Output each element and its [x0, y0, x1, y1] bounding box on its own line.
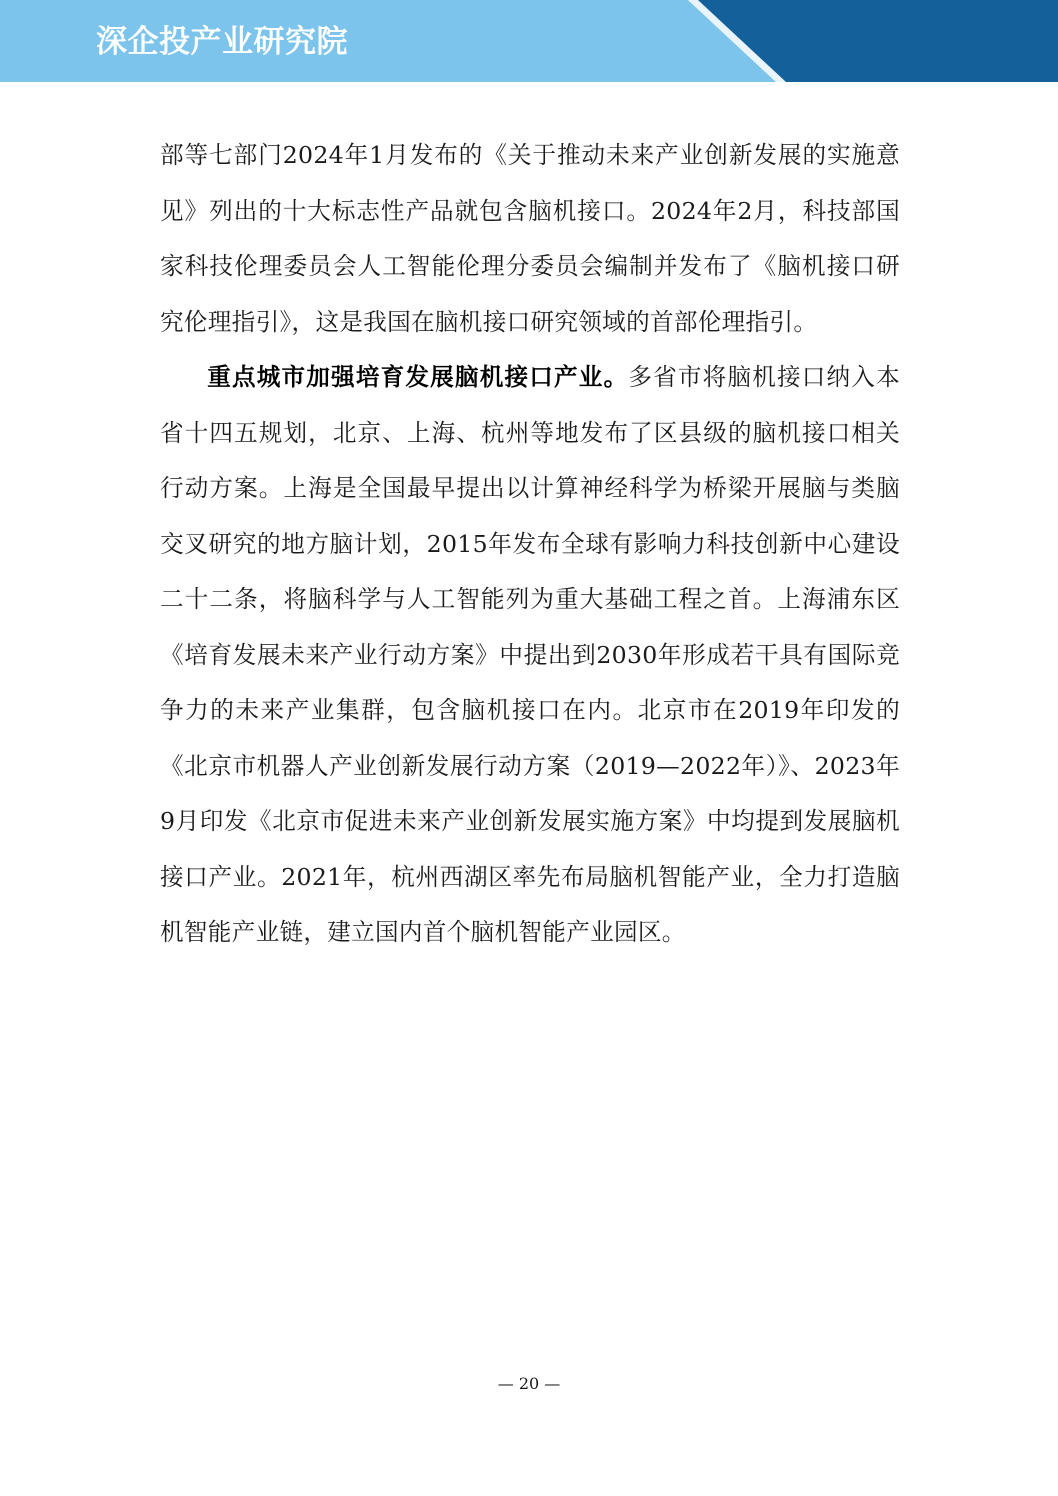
- page-number: — 20 —: [497, 1374, 561, 1393]
- header-title: 深企投产业研究院: [96, 24, 348, 60]
- page-header: [0, 0, 1058, 82]
- paragraph-body-text: 多省市将脑机接口纳入本省十四五规划，北京、上海、杭州等地发布了区县级的脑机接口相关行动方案。上海是全国最早提出以计算神经科学为桥梁开展脑与类脑交叉研究的地方脑计划，2015年发布全球有影响力科技创新中心建设二十二条，将脑科学与人工智能列为重大基础工程之首。上海浦东区《培育发展未来产业行动方案》中提出到2030年形成若干具有国际竞争力的未来产业集群，包含脑机接口在内。北京市在2019年印发的《北京市机器人产业创新发展行动方案（2019—2022年）》、2023年9月印发《北京市促进未来产业创新发展实施方案》中均提到发展脑机接口产业。2021年，杭州西湖区率先布局脑机智能产业，全力打造脑机智能产业链，建立国内首个脑机智能产业园区。: [160, 363, 900, 946]
- paragraph-city-policy: [160, 350, 900, 961]
- paragraph-continuation: 部等七部门2024年1月发布的《关于推动未来产业创新发展的实施意见》列出的十大标志性产品就包含脑机接口。2024年2月，科技部国家科技伦理委员会人工智能伦理分委员会编制并发布了《脑机接口研究伦理指引》，这是我国在脑机接口研究领域的首部伦理指引。: [160, 141, 900, 336]
- main-content: [160, 128, 900, 961]
- paragraph-lead-heading: 重点城市加强培育发展脑机接口产业。: [207, 363, 629, 391]
